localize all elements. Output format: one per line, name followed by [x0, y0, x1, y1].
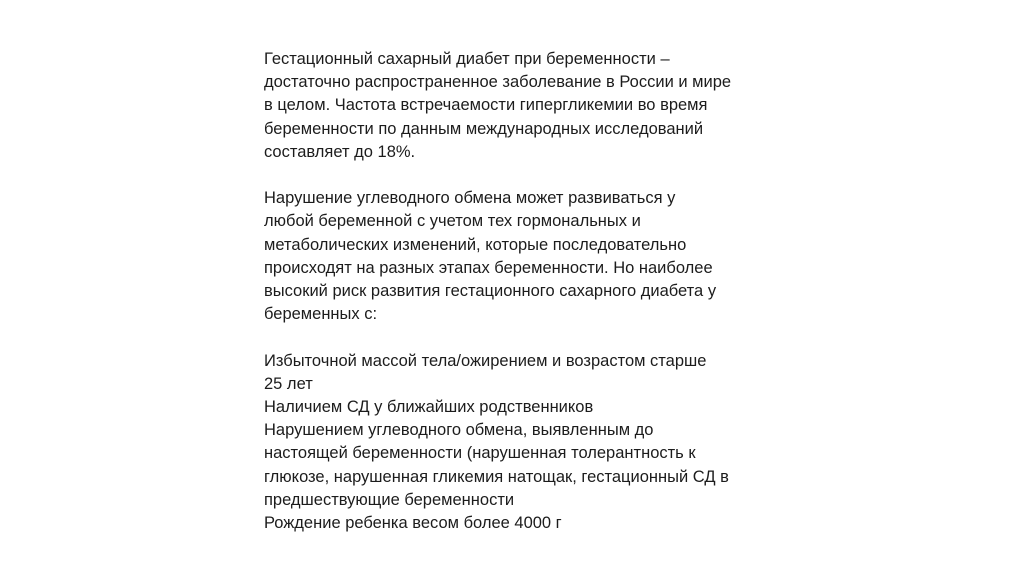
paragraph-prevalence [264, 48, 784, 164]
paragraph-risk-intro [264, 187, 784, 326]
text-line: беременности по данным международных исследований [264, 119, 704, 138]
risk-factors-list [264, 350, 784, 536]
risk-factor-line: Нарушением углеводного обмена, выявленным до [264, 421, 654, 440]
slide-text-body [264, 48, 784, 535]
text-line: метаболических изменений, которые последовательно [264, 235, 687, 254]
text-line: высокий риск развития гестационного сахарного диабета у [264, 282, 717, 301]
paragraph-spacer [264, 326, 784, 349]
text-line: любой беременной с учетом тех гормональных и [264, 212, 641, 231]
text-line: Гестационный сахарный диабет при беременности – [264, 50, 670, 68]
text-line: Нарушение углеводного обмена может развиваться у [264, 189, 676, 208]
text-line: составляет до 18%. [264, 142, 416, 161]
risk-factor-line: глюкозе, нарушенная гликемия натощак, гестационный СД в [264, 467, 729, 486]
risk-factor-line: Избыточной массой тела/ожирением и возрастом старше [264, 351, 707, 370]
text-line: в целом. Частота встречаемости гипергликемии во время [264, 96, 708, 115]
risk-factor-line: Наличием СД у ближайших родственников [264, 398, 594, 417]
text-line: происходят на разных этапах беременности. Но наиболее [264, 258, 713, 277]
risk-factor-line: настоящей беременности (нарушенная толерантность к [264, 444, 696, 463]
text-line: достаточно распространенное заболевание в России и мире [264, 73, 732, 92]
risk-factor-line: предшествующие беременности [264, 490, 515, 509]
text-line: беременных с: [264, 305, 378, 324]
risk-factor-line: 25 лет [264, 374, 313, 393]
risk-factor-line: Рождение ребенка весом более 4000 г [264, 514, 562, 533]
paragraph-spacer [264, 164, 784, 187]
